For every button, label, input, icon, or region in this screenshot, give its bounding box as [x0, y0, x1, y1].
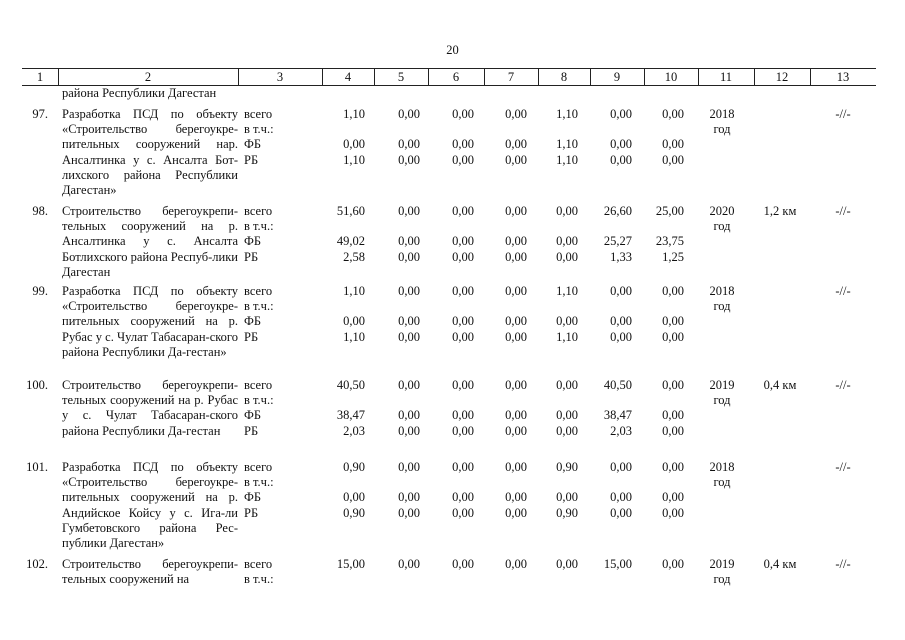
- funding-label: ФБ: [244, 490, 262, 505]
- year-value: 2018: [709, 107, 735, 121]
- value-cell: 0,00: [556, 249, 578, 264]
- value-column-c8: [528, 378, 578, 439]
- year-value: 2019: [709, 557, 735, 571]
- funding-label: РБ: [244, 423, 259, 438]
- value-column-c7: [477, 378, 527, 439]
- value-column-c10: [634, 378, 684, 439]
- row-description: Строительство берегоукрепи-тельных сооружений на р. Ансалтинка у с. Ансалта Ботлихского района Респуб-лики Дагестан: [62, 204, 238, 279]
- value-cell: 0,00: [452, 378, 474, 392]
- value-cell: [370, 475, 420, 490]
- value-cell: 0,00: [398, 505, 420, 520]
- value-cell: 40,50: [603, 378, 632, 392]
- length-value: 0,4 км: [763, 378, 797, 392]
- funding-labels: [244, 460, 274, 521]
- ditto-mark: -//-: [835, 557, 851, 571]
- year-value: 2019: [709, 378, 735, 392]
- value-cell: 0,90: [343, 460, 365, 474]
- value-cell: [315, 572, 365, 587]
- page-number: 20: [446, 43, 459, 57]
- value-column-c5: [370, 107, 420, 168]
- value-cell: [634, 572, 684, 587]
- value-cell: 0,00: [662, 284, 684, 298]
- funding-label: ФБ: [244, 314, 262, 329]
- value-column-c8: [528, 107, 578, 168]
- value-cell: [315, 475, 365, 490]
- value-cell: 0,00: [452, 249, 474, 264]
- value-cell: [582, 393, 632, 408]
- value-cell: 2,03: [610, 423, 632, 438]
- value-cell: 0,00: [398, 329, 420, 344]
- completion-year: [700, 107, 744, 137]
- value-column-c7: [477, 460, 527, 521]
- value-cell: 0,00: [452, 284, 474, 298]
- year-value: 2018: [709, 460, 735, 474]
- value-cell: 0,00: [452, 314, 474, 329]
- completion-year: [700, 460, 744, 490]
- value-cell: [634, 475, 684, 490]
- table-header: [22, 68, 876, 86]
- value-cell: [477, 572, 527, 587]
- value-column-c9: [582, 460, 632, 521]
- row-description: Строительство берегоукрепи-тельных сооружений на: [62, 557, 238, 587]
- completion-year: [700, 284, 744, 314]
- value-cell: 1,10: [556, 152, 578, 167]
- value-column-c10: [634, 460, 684, 521]
- value-cell: 0,00: [610, 314, 632, 329]
- value-cell: 0,00: [398, 378, 420, 392]
- funding-labels: [244, 557, 274, 587]
- year-unit: год: [713, 572, 731, 587]
- col-header-13: 13: [836, 70, 850, 84]
- completion-year: [700, 204, 744, 234]
- value-cell: 38,47: [336, 408, 365, 423]
- row-description: Разработка ПСД по объекту «Строительство берегоукре-пительных сооружений на р. Андийское Койсу у с. Ига-ли Гумбетовского района Рес-публики Дагестан»: [62, 460, 238, 551]
- value-cell: 0,00: [452, 204, 474, 218]
- value-column-c9: [582, 378, 632, 439]
- value-cell: [477, 475, 527, 490]
- length-value: 0,4 км: [763, 557, 797, 571]
- value-cell: 1,10: [556, 329, 578, 344]
- value-cell: [634, 122, 684, 137]
- funding-label: в т.ч.:: [244, 219, 274, 234]
- value-cell: 0,00: [452, 423, 474, 438]
- value-cell: 0,00: [505, 234, 527, 249]
- value-column-c6: [424, 557, 474, 587]
- ditto-mark: -//-: [835, 107, 851, 121]
- value-cell: [528, 122, 578, 137]
- value-cell: 0,00: [556, 204, 578, 218]
- value-cell: 0,00: [662, 152, 684, 167]
- value-cell: 0,00: [398, 137, 420, 152]
- value-cell: 0,00: [610, 152, 632, 167]
- value-cell: [528, 475, 578, 490]
- value-cell: 0,00: [452, 490, 474, 505]
- value-column-c10: [634, 204, 684, 265]
- value-cell: [424, 393, 474, 408]
- funding-label: РБ: [244, 505, 259, 520]
- value-cell: [370, 122, 420, 137]
- value-cell: 1,10: [556, 107, 578, 121]
- value-column-c6: [424, 378, 474, 439]
- value-cell: 40,50: [336, 378, 365, 392]
- value-cell: [315, 219, 365, 234]
- value-cell: 0,00: [505, 284, 527, 298]
- funding-label: в т.ч.:: [244, 572, 274, 587]
- year-unit: год: [713, 393, 731, 408]
- value-column-c6: [424, 204, 474, 265]
- col-header-9: 9: [613, 70, 621, 84]
- funding-label: ФБ: [244, 234, 262, 249]
- value-column-c4: [315, 557, 365, 587]
- value-cell: 0,00: [343, 137, 365, 152]
- value-column-c8: [528, 460, 578, 521]
- value-column-c7: [477, 284, 527, 345]
- value-cell: 0,00: [505, 249, 527, 264]
- value-cell: 0,00: [505, 490, 527, 505]
- col-header-8: 8: [560, 70, 568, 84]
- value-cell: 0,00: [505, 408, 527, 423]
- value-cell: 0,00: [505, 505, 527, 520]
- value-cell: [424, 299, 474, 314]
- value-column-c8: [528, 204, 578, 265]
- value-cell: 0,00: [610, 505, 632, 520]
- value-cell: 0,90: [556, 505, 578, 520]
- value-cell: 0,00: [398, 284, 420, 298]
- value-cell: 0,00: [398, 460, 420, 474]
- value-cell: 0,00: [452, 408, 474, 423]
- value-cell: [477, 219, 527, 234]
- value-cell: [424, 122, 474, 137]
- value-cell: [370, 572, 420, 587]
- funding-label: в т.ч.:: [244, 122, 274, 137]
- value-column-c10: [634, 557, 684, 587]
- value-cell: [528, 219, 578, 234]
- value-column-c10: [634, 284, 684, 345]
- funding-label: в т.ч.:: [244, 393, 274, 408]
- value-cell: 0,00: [452, 107, 474, 121]
- value-cell: [315, 393, 365, 408]
- value-cell: 0,00: [398, 408, 420, 423]
- funding-label: РБ: [244, 152, 259, 167]
- col-header-10: 10: [664, 70, 678, 84]
- funding-label: ФБ: [244, 408, 262, 423]
- value-cell: 25,00: [655, 204, 684, 218]
- value-cell: 0,00: [662, 460, 684, 474]
- value-cell: [424, 572, 474, 587]
- value-cell: 1,10: [343, 329, 365, 344]
- value-cell: 0,00: [556, 557, 578, 571]
- value-cell: 0,00: [452, 557, 474, 571]
- value-cell: 0,00: [343, 314, 365, 329]
- value-cell: 0,00: [452, 137, 474, 152]
- value-cell: [634, 393, 684, 408]
- value-cell: [315, 299, 365, 314]
- value-column-c5: [370, 378, 420, 439]
- col-header-7: 7: [507, 70, 515, 84]
- value-cell: 0,00: [662, 314, 684, 329]
- completion-year: [700, 557, 744, 587]
- ditto-mark: -//-: [835, 284, 851, 298]
- value-cell: [370, 393, 420, 408]
- value-cell: 0,00: [662, 505, 684, 520]
- value-column-c6: [424, 107, 474, 168]
- value-cell: 2,58: [343, 249, 365, 264]
- col-header-4: 4: [344, 70, 352, 84]
- value-cell: 0,00: [556, 314, 578, 329]
- funding-label: в т.ч.:: [244, 475, 274, 490]
- value-cell: 0,00: [398, 234, 420, 249]
- value-column-c4: [315, 204, 365, 265]
- funding-label: всего: [244, 460, 273, 474]
- funding-label: всего: [244, 107, 273, 121]
- value-column-c10: [634, 107, 684, 168]
- row-description: Разработка ПСД по объекту «Строительство берегоукре-пительных сооружений нар. Ансалтинка у с. Ансалта Бот-лихского района Республики Дагестан»: [62, 107, 238, 198]
- value-cell: 38,47: [603, 408, 632, 423]
- year-value: 2018: [709, 284, 735, 298]
- value-cell: [528, 393, 578, 408]
- value-cell: [315, 122, 365, 137]
- value-cell: 0,00: [556, 423, 578, 438]
- ditto-mark: -//-: [835, 460, 851, 474]
- value-cell: 1,10: [343, 284, 365, 298]
- value-cell: [634, 299, 684, 314]
- value-cell: 0,00: [662, 408, 684, 423]
- funding-labels: [244, 284, 274, 345]
- year-unit: год: [713, 122, 731, 137]
- value-column-c4: [315, 378, 365, 439]
- col-header-6: 6: [452, 70, 460, 84]
- value-cell: 0,00: [662, 557, 684, 571]
- row-number: 97.: [32, 107, 48, 121]
- value-cell: 0,00: [505, 204, 527, 218]
- value-column-c9: [582, 284, 632, 345]
- value-cell: [370, 219, 420, 234]
- value-cell: 0,00: [505, 314, 527, 329]
- funding-label: РБ: [244, 249, 259, 264]
- row-number: 99.: [32, 284, 48, 298]
- row-number: 101.: [26, 460, 48, 474]
- value-column-c5: [370, 284, 420, 345]
- year-unit: год: [713, 299, 731, 314]
- funding-label: всего: [244, 378, 273, 392]
- value-cell: 0,00: [343, 490, 365, 505]
- value-cell: 0,00: [452, 152, 474, 167]
- value-cell: 23,75: [655, 234, 684, 249]
- value-cell: 2,03: [343, 423, 365, 438]
- value-column-c4: [315, 107, 365, 168]
- value-cell: 15,00: [336, 557, 365, 571]
- value-column-c5: [370, 460, 420, 521]
- value-column-c9: [582, 204, 632, 265]
- value-cell: 0,00: [610, 137, 632, 152]
- value-column-c7: [477, 557, 527, 587]
- value-cell: 0,00: [556, 234, 578, 249]
- col-header-12: 12: [775, 70, 789, 84]
- value-cell: [582, 122, 632, 137]
- ditto-mark: -//-: [835, 378, 851, 392]
- year-value: 2020: [709, 204, 735, 218]
- value-cell: 1,10: [556, 137, 578, 152]
- value-cell: 0,00: [505, 460, 527, 474]
- value-column-c6: [424, 284, 474, 345]
- row-number: 100.: [26, 378, 48, 392]
- value-cell: 0,00: [610, 107, 632, 121]
- value-column-c4: [315, 284, 365, 345]
- value-cell: [424, 219, 474, 234]
- funding-label: всего: [244, 284, 273, 298]
- value-cell: 1,33: [610, 249, 632, 264]
- value-cell: [582, 572, 632, 587]
- value-cell: 1,10: [343, 152, 365, 167]
- value-cell: [370, 299, 420, 314]
- value-cell: 0,00: [398, 249, 420, 264]
- value-cell: 0,00: [505, 137, 527, 152]
- row-description: Разработка ПСД по объекту «Строительство берегоукре-пительных сооружений на р. Рубас у с. Чулат Табасаран-ского района Республики Да-гестан»: [62, 284, 238, 359]
- col-header-11: 11: [719, 70, 733, 84]
- funding-label: в т.ч.:: [244, 299, 274, 314]
- value-cell: [528, 299, 578, 314]
- value-cell: 25,27: [603, 234, 632, 249]
- value-cell: [477, 393, 527, 408]
- value-cell: 15,00: [603, 557, 632, 571]
- value-cell: 0,00: [398, 423, 420, 438]
- value-cell: 0,00: [662, 107, 684, 121]
- value-cell: 0,00: [505, 557, 527, 571]
- value-column-c5: [370, 557, 420, 587]
- value-cell: 0,90: [343, 505, 365, 520]
- funding-label: ФБ: [244, 137, 262, 152]
- value-cell: 51,60: [336, 204, 365, 218]
- col-header-3: 3: [276, 70, 284, 84]
- value-cell: 0,00: [662, 329, 684, 344]
- row-number: 102.: [26, 557, 48, 571]
- value-cell: [582, 219, 632, 234]
- value-cell: [582, 299, 632, 314]
- row-number: 98.: [32, 204, 48, 218]
- value-cell: 0,00: [398, 152, 420, 167]
- value-cell: 0,00: [662, 378, 684, 392]
- funding-label: всего: [244, 204, 273, 218]
- value-cell: 0,00: [556, 408, 578, 423]
- value-column-c6: [424, 460, 474, 521]
- value-cell: 0,00: [398, 204, 420, 218]
- value-cell: 0,00: [556, 490, 578, 505]
- value-cell: 1,10: [343, 107, 365, 121]
- ditto-mark: -//-: [835, 204, 851, 218]
- value-cell: 0,00: [505, 378, 527, 392]
- value-cell: 1,10: [556, 284, 578, 298]
- value-cell: 0,00: [610, 460, 632, 474]
- funding-label: РБ: [244, 329, 259, 344]
- funding-labels: [244, 378, 274, 439]
- value-cell: 0,00: [452, 460, 474, 474]
- value-cell: 0,00: [452, 234, 474, 249]
- value-cell: [582, 475, 632, 490]
- value-cell: [634, 219, 684, 234]
- value-cell: 0,00: [452, 329, 474, 344]
- value-cell: 0,00: [610, 329, 632, 344]
- year-unit: год: [713, 219, 731, 234]
- funding-labels: [244, 204, 274, 265]
- value-cell: 0,00: [505, 423, 527, 438]
- value-cell: 0,00: [505, 329, 527, 344]
- value-cell: 0,00: [505, 107, 527, 121]
- value-cell: 0,00: [662, 137, 684, 152]
- value-column-c5: [370, 204, 420, 265]
- completion-year: [700, 378, 744, 408]
- value-cell: 0,00: [505, 152, 527, 167]
- value-cell: 0,00: [610, 284, 632, 298]
- value-cell: 0,00: [556, 378, 578, 392]
- value-cell: [424, 475, 474, 490]
- value-column-c9: [582, 107, 632, 168]
- value-cell: 0,00: [662, 490, 684, 505]
- value-column-c8: [528, 557, 578, 587]
- funding-label: всего: [244, 557, 273, 571]
- value-cell: 0,00: [610, 490, 632, 505]
- year-unit: год: [713, 475, 731, 490]
- value-cell: [528, 572, 578, 587]
- value-cell: 49,02: [336, 234, 365, 249]
- value-cell: 0,00: [398, 557, 420, 571]
- value-cell: 26,60: [603, 204, 632, 218]
- value-column-c8: [528, 284, 578, 345]
- value-column-c9: [582, 557, 632, 587]
- value-cell: 0,00: [662, 423, 684, 438]
- row-description: Строительство берегоукрепи-тельных сооружений на р. Рубас у с. Чулат Табасаран-ского района Республики Да-гестан: [62, 378, 238, 438]
- value-cell: 0,00: [398, 490, 420, 505]
- value-cell: [477, 299, 527, 314]
- length-value: 1,2 км: [763, 204, 797, 218]
- value-column-c4: [315, 460, 365, 521]
- col-header-5: 5: [397, 70, 405, 84]
- value-cell: 1,25: [662, 249, 684, 264]
- funding-labels: [244, 107, 274, 168]
- value-column-c7: [477, 204, 527, 265]
- value-cell: [477, 122, 527, 137]
- continuation-text: района Республики Дагестан: [62, 86, 217, 100]
- col-header-2: 2: [144, 70, 152, 84]
- value-cell: 0,00: [398, 314, 420, 329]
- col-header-1: 1: [36, 70, 44, 84]
- value-cell: 0,00: [452, 505, 474, 520]
- value-cell: 0,00: [398, 107, 420, 121]
- value-column-c7: [477, 107, 527, 168]
- value-cell: 0,90: [556, 460, 578, 474]
